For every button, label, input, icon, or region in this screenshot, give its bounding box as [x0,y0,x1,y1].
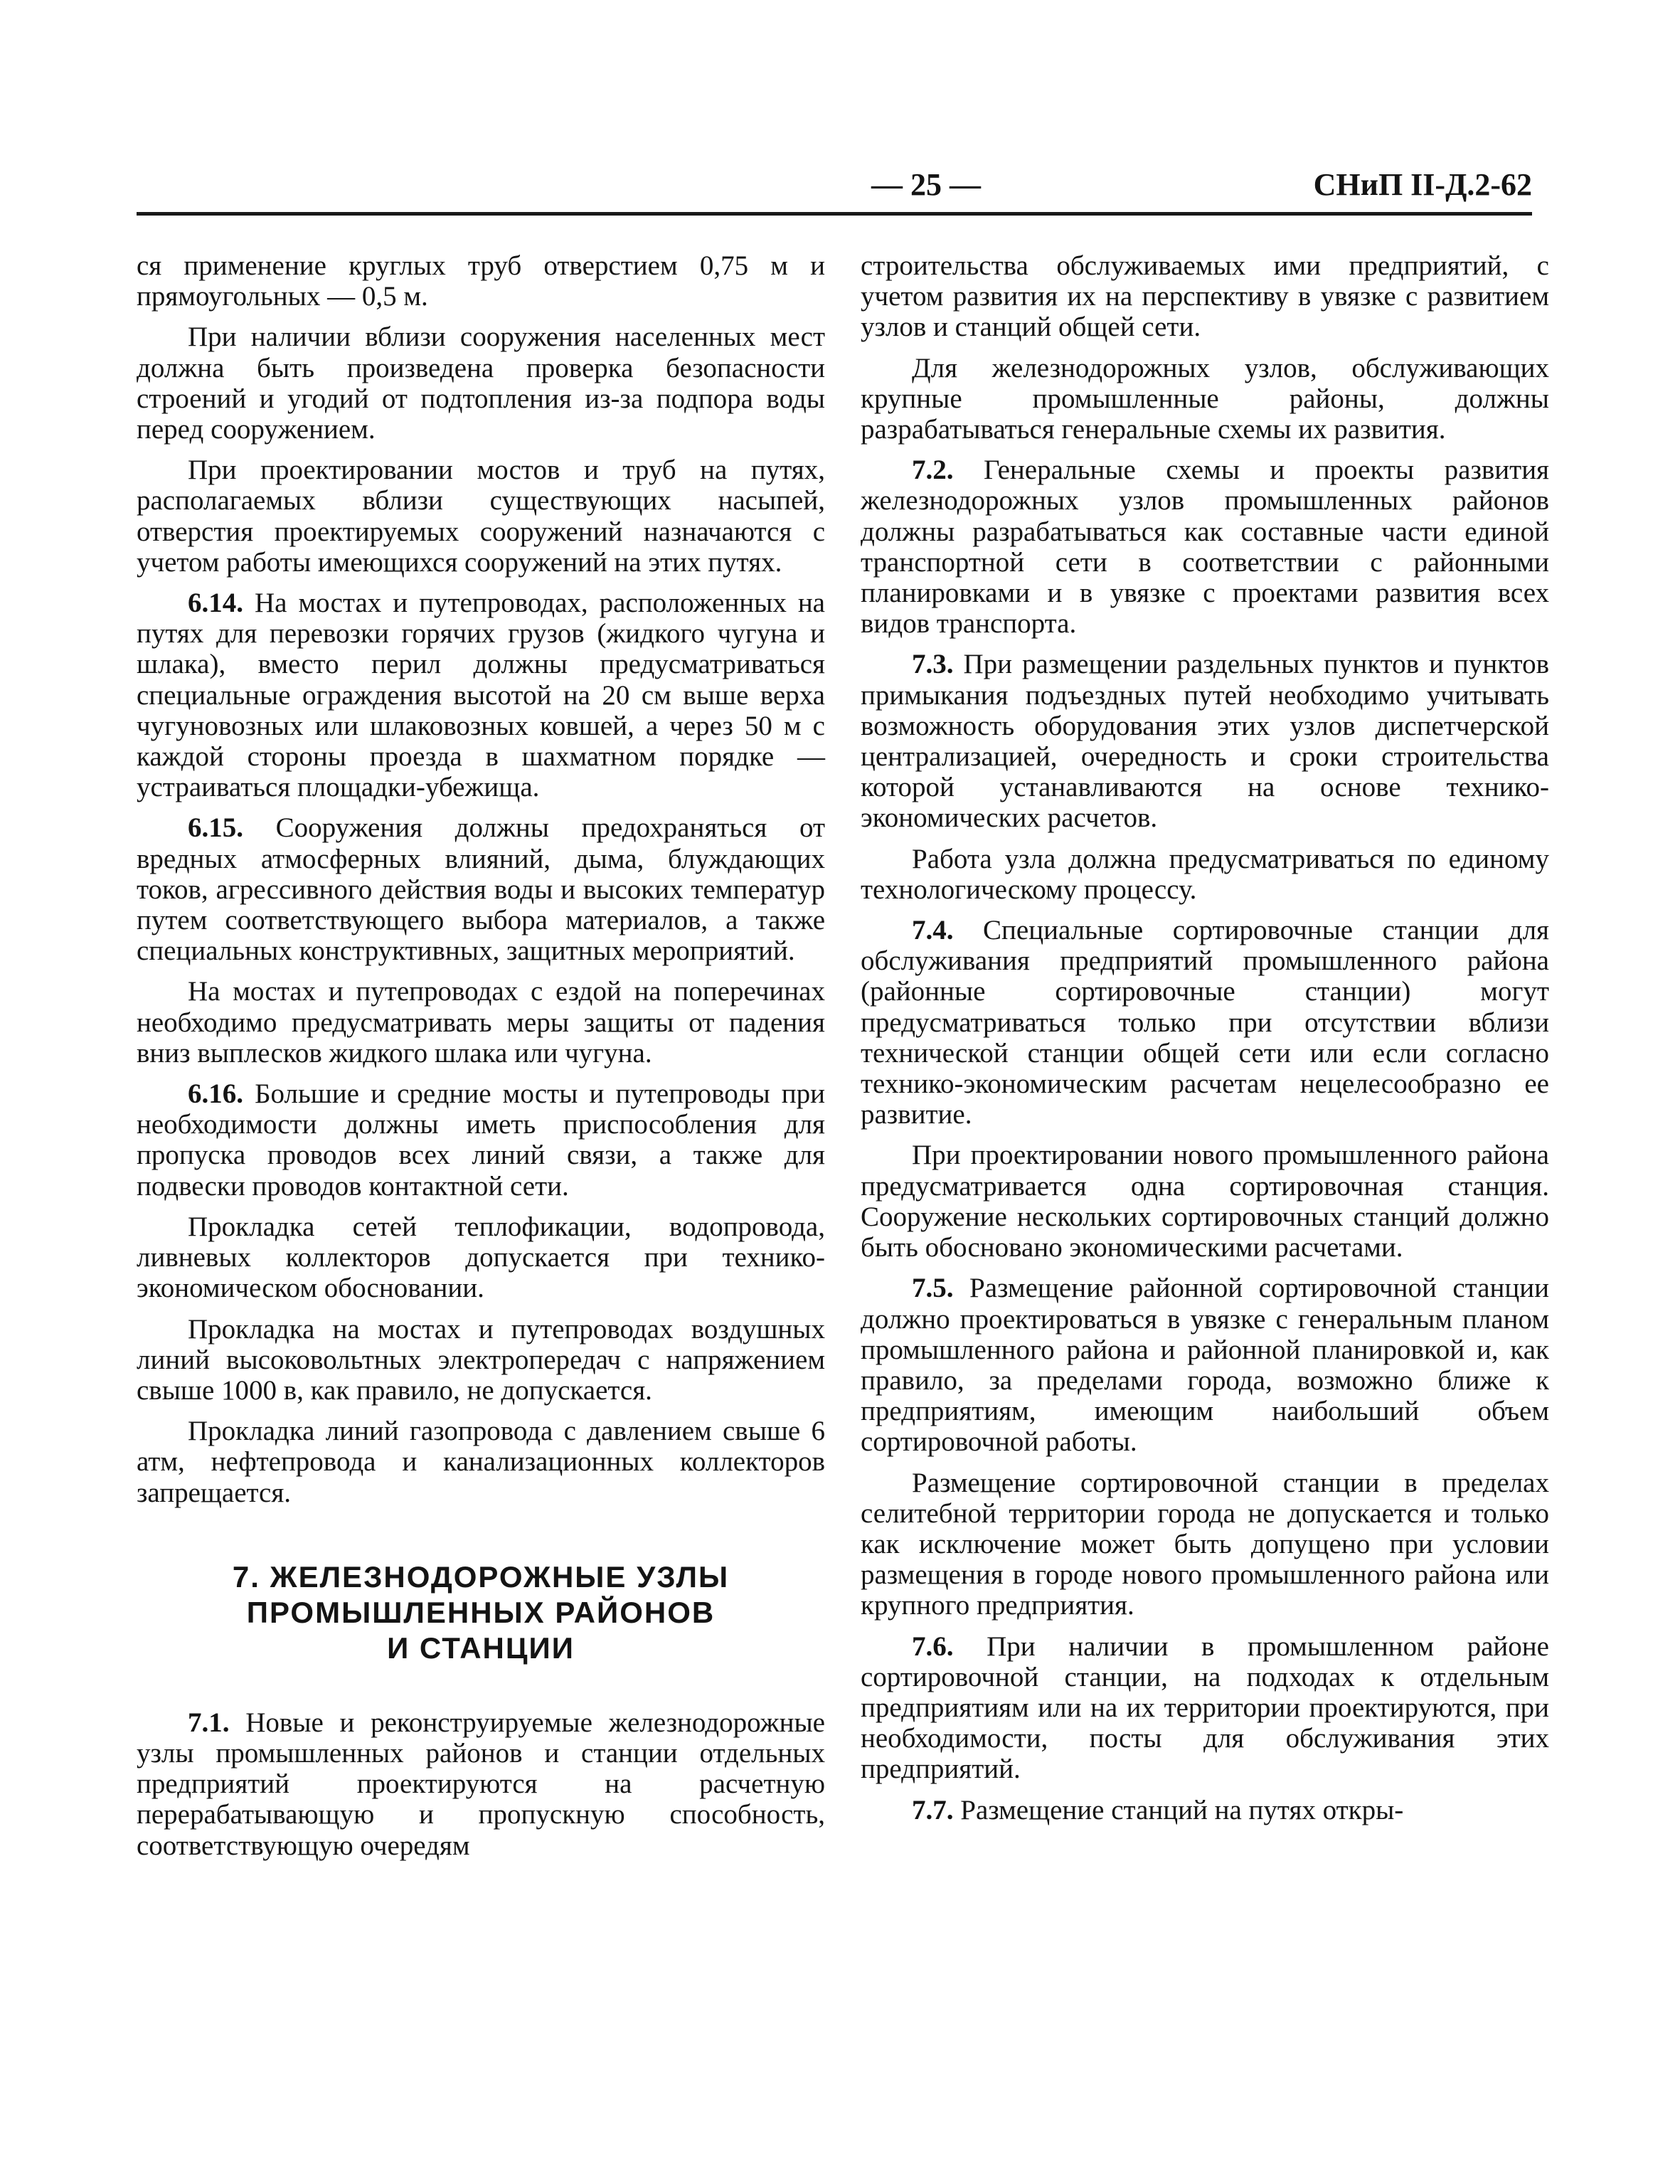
clause-number: 7.3. [912,649,954,680]
paragraph-text: На мостах и путепроводах, расположенных на путях для перевозки горячих грузов (жидкого чугуна и шлака), вместо перил должны предусматриваться специальные ограждения высотой на 20 см выше верха чугуновозных или шлаковозных ковшей, а через 50 м с каждой стороны проезда в шахматном порядке — устраиваться площадки-убежища. [137,588,825,803]
paragraph [861,915,1549,1130]
clause-number: 7.6. [912,1631,954,1662]
paragraph-text: Сооружения должны предохраняться от вредных атмосферных влияний, дыма, блуждающих токов, агрессивного действия воды и высоких температур путем соответствующего выбора материалов, а также специальных конструктивных, защитных мероприятий. [137,812,826,967]
paragraph-text: Работа узла должна предусматриваться по единому технологическому процессу. [861,843,1549,905]
clause-number: 7.7. [912,1794,954,1825]
paragraph [137,322,825,445]
paragraph-text: При наличии в промышленном районе сортировочной станции, на подходах к отдельным предприятиям или на их территории проектируются, при необходимости, посты для обслуживания этих предприятий. [861,1631,1549,1785]
paragraph-text: Прокладка сетей теплофикации, водопровода, ливневых коллекторов допускается при технико-экономическом обосновании. [137,1211,825,1304]
paragraph-text: Большие и средние мосты и путепроводы при необходимости должны иметь приспособления для пропуска проводов всех линий связи, а также для подвески проводов контактной сети. [137,1078,826,1202]
paragraph-text: Размещение сортировочной станции в пределах селитебной территории города не допускается и только как исключение может быть допущено при условии размещения в городе нового промышленного района или крупного предприятия. [861,1467,1549,1621]
paragraph [137,1314,825,1406]
clause-number: 6.14. [188,588,243,619]
paragraph [861,1631,1549,1785]
section-title-line: И СТАНЦИИ [387,1631,575,1665]
paragraph [861,1468,1549,1621]
paragraph [137,812,825,966]
left-paragraphs [137,250,825,1508]
paragraph [861,455,1549,639]
paragraph [861,1273,1549,1457]
paragraph [137,976,825,1069]
paragraph [861,1140,1549,1263]
paragraph-text: При размещении раздельных пунктов и пунктов примыкания подъездных путей необходимо учитывать возможность оборудования этих узлов диспетчерской централизацией, очередность и сроки строительства которой устанавливаются на основе технико-экономических расчетов. [861,649,1550,834]
paragraph-text: При проектировании нового промышленного района предусматривается одна сортировочная станция. Сооружение нескольких сортировочных станций должно быть обосновано экономическими расчетами. [861,1140,1549,1263]
clause-number: 7.4. [912,915,954,946]
page-header [137,165,1532,211]
section-title-line: ПРОМЫШЛЕННЫХ РАЙОНОВ [246,1595,716,1629]
paragraph [137,1416,825,1508]
paragraph-text: При проектировании мостов и труб на путях, располагаемых вблизи существующих насыпей, отверстия проектируемых сооружений назначаются с учетом работы имеющихся сооружений на этих путях. [137,455,825,578]
left-column [137,250,825,1871]
paragraph-text: Прокладка линий газопровода с давлением свыше 6 атм, нефтепровода и канализационных коллекторов запрещается. [137,1416,825,1508]
paragraph-text: строительства обслуживаемых ими предприятий, с учетом развития их на перспективу в увязке с развитием узлов и станций общей сети. [861,250,1549,343]
paragraph [861,250,1549,343]
paragraph [137,455,825,578]
paragraph-text: На мостах и путепроводах с ездой на поперечинах необходимо предусматривать меры защиты от падения вниз выплесков жидкого шлака или чугуна. [137,976,825,1069]
section-title [137,1559,825,1666]
paragraph [137,1212,825,1304]
paragraph-text: Размещение районной сортировочной станции должно проектироваться в увязке с генеральным планом промышленного района и районной планировкой и, как правило, за пределами города, возможно ближе к предприятиям, имеющим наибольший объем сортировочной работы. [861,1273,1549,1458]
clause-number: 6.16. [188,1078,243,1110]
paragraph-text: При наличии вблизи сооружения населенных мест должна быть произведена проверка безопасности строений и угодий от подтопления из-за подпора воды перед сооружением. [137,322,825,445]
paragraph-text: Размещение станций на путях откры- [960,1794,1404,1825]
clause-number: 7.1. [188,1707,230,1738]
document-code: СНиП II-Д.2-62 [1313,167,1532,202]
header-rule [137,212,1532,216]
paragraph [137,1078,825,1202]
paragraph [137,588,825,802]
paragraph-text: Для железнодорожных узлов, обслуживающих крупные промышленные районы, должны разрабатываться генеральные схемы их развития. [861,352,1549,445]
clause-number: 7.5. [912,1273,954,1304]
clause-number: 6.15. [188,812,243,844]
paragraph-text: Генеральные схемы и проекты развития железнодорожных узлов промышленных районов должны разрабатываться как составные части единой транспортной сети в соответствии с районными планировками и в увязке с проектами развития всех видов транспорта. [861,455,1549,640]
clause-number: 7.2. [912,455,954,486]
paragraph [137,1707,825,1861]
paragraph [861,844,1549,905]
page-number: — 25 — [871,167,981,202]
right-column [861,250,1549,1835]
section-title-line: 7. ЖЕЛЕЗНОДОРОЖНЫЕ УЗЛЫ [232,1559,730,1594]
paragraph [861,649,1549,833]
paragraph [137,250,825,312]
paragraph-text: Новые и реконструируемые железнодорожные узлы промышленных районов и станции отдельных предприятий проектируются на расчетную перерабатывающую и пропускную способность, соответствующую очередям [137,1707,825,1861]
paragraph [861,1795,1549,1825]
paragraph-text: Прокладка на мостах и путепроводах воздушных линий высоковольтных электропередач с напряжением свыше 1000 в, как правило, не допускается. [137,1313,825,1406]
paragraph-text: Специальные сортировочные станции для обслуживания предприятий промышленного района (районные сортировочные станции) могут предусматриваться только при отсутствии вблизи технической станции общей сети или если согласно технико-экономическим расчетам нецелесообразно ее развитие. [861,915,1549,1130]
paragraph-text: ся применение круглых труб отверстием 0,75 м и прямоугольных — 0,5 м. [137,250,825,312]
paragraph [861,353,1549,445]
